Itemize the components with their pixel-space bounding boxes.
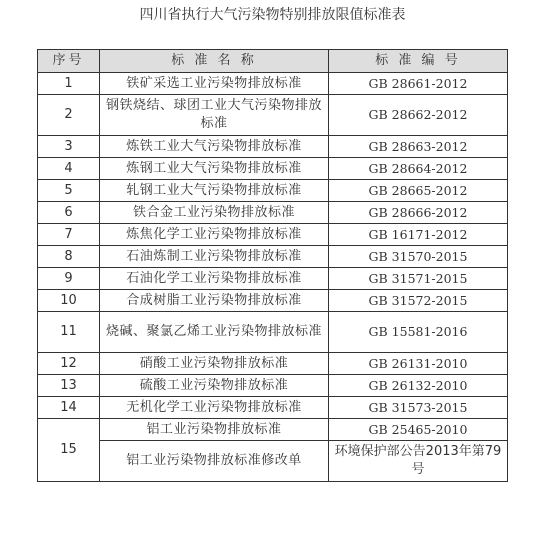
row-number: 10 [38,290,100,312]
row-number: 7 [38,224,100,246]
standard-code: GB 28664-2012 [329,158,508,180]
table-row [38,180,508,202]
standard-name: 合成树脂工业污染物排放标准 [100,290,329,312]
standard-code: GB 15581-2016 [329,312,508,353]
standard-code: GB 25465-2010 [329,419,508,441]
table-row [38,312,508,353]
row-number: 4 [38,158,100,180]
standard-code: GB 28666-2012 [329,202,508,224]
table-row [38,158,508,180]
table-row [38,441,508,482]
row-number: 8 [38,246,100,268]
standard-code: GB 31573-2015 [329,397,508,419]
table-row [38,73,508,95]
column-header-number: 序号 [38,50,100,73]
column-header-code: 标 准 编 号 [329,50,508,73]
table-row [38,202,508,224]
column-header-name: 标 准 名 称 [100,50,329,73]
table-row [38,419,508,441]
row-number: 5 [38,180,100,202]
row-number: 9 [38,268,100,290]
standard-code: GB 28663-2012 [329,136,508,158]
row-number: 1 [38,73,100,95]
row-number: 3 [38,136,100,158]
row-number: 14 [38,397,100,419]
standard-code: GB 16171-2012 [329,224,508,246]
standard-code: GB 28662-2012 [329,95,508,136]
row-number: 12 [38,353,100,375]
table-row [38,268,508,290]
table-header-row [38,50,508,73]
standard-code: GB 31572-2015 [329,290,508,312]
standard-name: 轧钢工业大气污染物排放标准 [100,180,329,202]
standard-name: 铁矿采选工业污染物排放标准 [100,73,329,95]
standard-code: GB 28661-2012 [329,73,508,95]
standard-code: GB 28665-2012 [329,180,508,202]
table-row [38,290,508,312]
table-row [38,246,508,268]
table-row [38,353,508,375]
standards-table [37,49,508,482]
standard-name: 石油化学工业污染物排放标准 [100,268,329,290]
standard-code: GB 31571-2015 [329,268,508,290]
standard-name: 烧碱、聚氯乙烯工业污染物排放标准 [100,312,329,353]
table-row [38,224,508,246]
standard-name: 硝酸工业污染物排放标准 [100,353,329,375]
standard-name: 炼铁工业大气污染物排放标准 [100,136,329,158]
standard-code: GB 31570-2015 [329,246,508,268]
row-number: 2 [38,95,100,136]
standard-code: GB 26132-2010 [329,375,508,397]
standard-name: 无机化学工业污染物排放标准 [100,397,329,419]
row-number: 11 [38,312,100,353]
standard-name: 炼钢工业大气污染物排放标准 [100,158,329,180]
standard-name: 硫酸工业污染物排放标准 [100,375,329,397]
standard-name: 石油炼制工业污染物排放标准 [100,246,329,268]
row-number: 15 [38,419,100,482]
row-number: 13 [38,375,100,397]
standard-name: 铝工业污染物排放标准修改单 [100,441,329,482]
standard-name: 炼焦化学工业污染物排放标准 [100,224,329,246]
standard-name: 铝工业污染物排放标准 [100,419,329,441]
table-row [38,397,508,419]
table-row [38,95,508,136]
page-title: 四川省执行大气污染物特别排放限值标准表 [139,7,406,23]
row-number: 6 [38,202,100,224]
standard-name: 铁合金工业污染物排放标准 [100,202,329,224]
table-row [38,136,508,158]
table-row [38,375,508,397]
standard-name: 钢铁烧结、球团工业大气污染物排放标准 [100,95,329,136]
standard-code: 环境保护部公告2013年第79号 [329,441,508,482]
standard-code: GB 26131-2010 [329,353,508,375]
